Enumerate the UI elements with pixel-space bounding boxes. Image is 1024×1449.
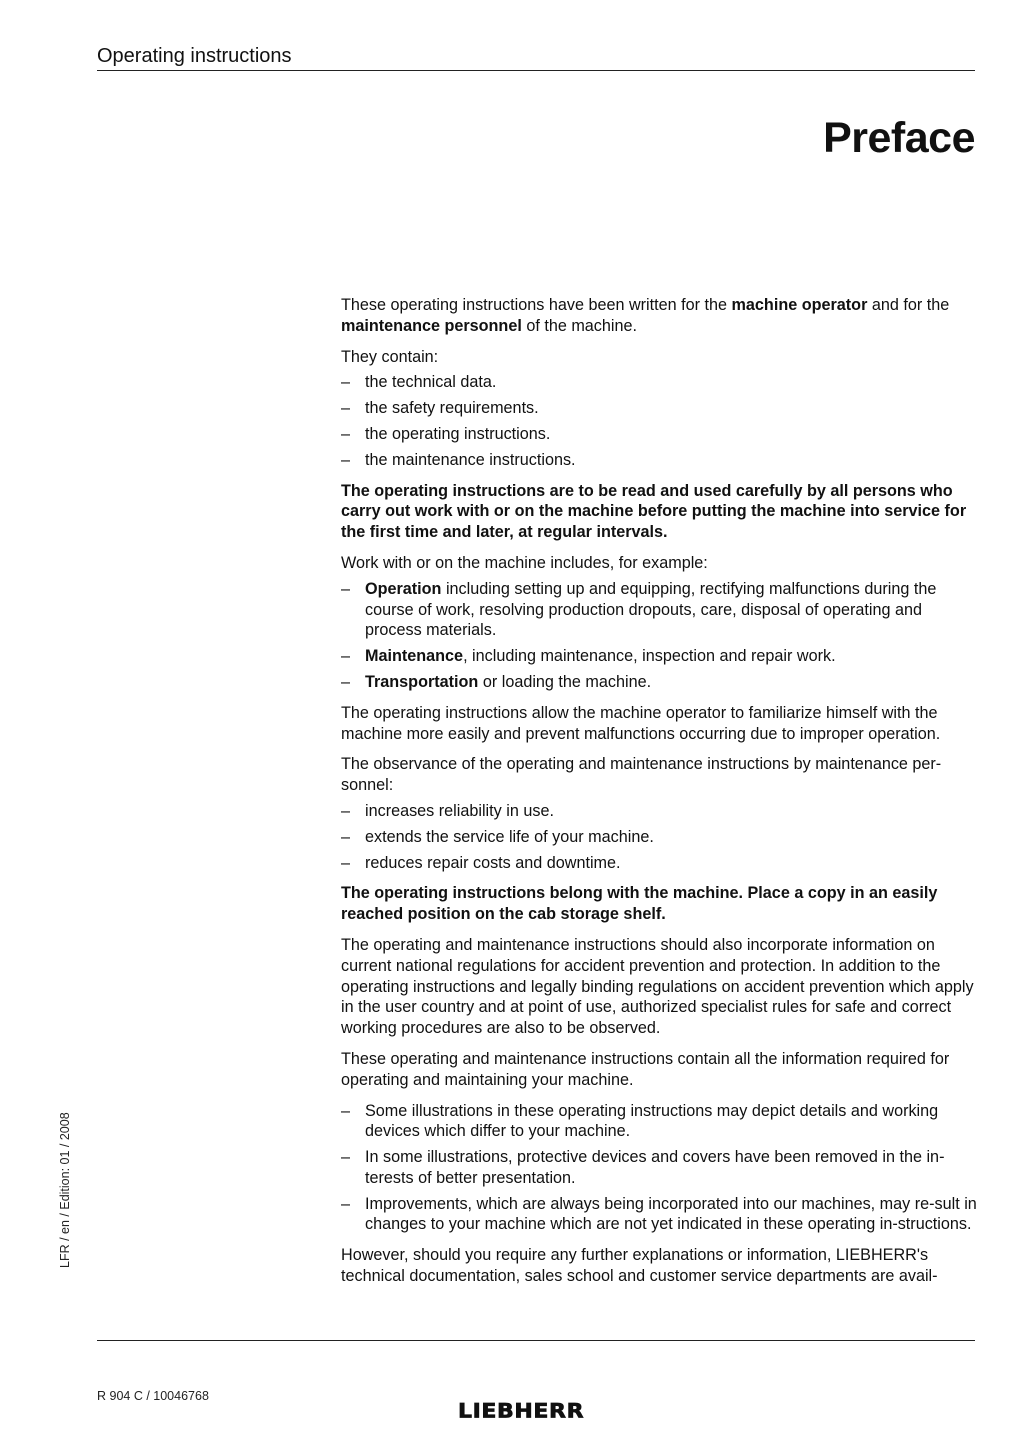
bold-notice-belong: The operating instructions belong with the machine. Place a copy in an easily reached position on the cab storage shelf. xyxy=(341,884,938,924)
page-title: Preface xyxy=(823,114,975,162)
header-rule xyxy=(97,70,975,71)
observance-intro: The observance of the operating and maintenance instructions by maintenance per-sonnel: xyxy=(341,755,942,795)
contain-all-paragraph: These operating and maintenance instructions contain all the information required for operating and maintaining your machine. xyxy=(341,1049,950,1089)
contain-intro: They contain: xyxy=(341,347,439,366)
contain-list xyxy=(341,372,977,470)
regulations-paragraph: The operating and maintenance instructions should also incorporate information on current national regulations for accident prevention and protection. In addition to the operating instructions and legally binding regulations on accident prevention which apply in the user country and at point of use, authorized specialist rules for safe and correct working procedures are also to be observed. xyxy=(341,935,974,1038)
list-item: – Improvements, which are always being incorporated into our machines, may re-sult in changes to your machine which are not yet indicated in these operating in-structions. xyxy=(341,1194,977,1234)
observance-list xyxy=(341,801,977,873)
list-item: – the technical data. xyxy=(341,373,497,392)
logo-wordmark: LIEBHERR xyxy=(458,1400,585,1423)
intro-text-1: These operating instructions have been written for the xyxy=(341,296,732,314)
intro-bold-operator: machine operator xyxy=(731,296,868,314)
document-reference: R 904 C / 10046768 xyxy=(97,1389,209,1403)
list-item: – the safety requirements. xyxy=(341,399,539,418)
list-item: – Transportation or loading the machine. xyxy=(341,672,652,691)
list-item: – Operation including setting up and equipping, rectifying malfunctions during the course of work, resolving production dropouts, care, disposal of operating and process materials. xyxy=(341,579,937,640)
running-header: Operating instructions xyxy=(97,45,292,67)
list-item: – increases reliability in use. xyxy=(341,801,554,820)
however-paragraph: However, should you require any further explanations or information, LIEBHERR's technical documentation, sales school and customer service departments are avail- xyxy=(341,1246,938,1286)
intro-paragraph xyxy=(341,295,977,337)
work-list xyxy=(341,579,977,693)
work-intro: Work with or on the machine includes, for example: xyxy=(341,553,708,572)
list-item: – Maintenance, including maintenance, inspection and repair work. xyxy=(341,647,836,666)
list-item: – reduces repair costs and downtime. xyxy=(341,853,621,872)
edition-note: LFR / en / Edition: 01 / 2008 xyxy=(58,1112,72,1268)
footer-rule xyxy=(97,1340,975,1341)
intro-text-2: and for the xyxy=(867,296,950,314)
body-text xyxy=(341,295,977,1297)
intro-text-3: of the machine. xyxy=(521,316,638,335)
list-item: – Some illustrations in these operating instructions may depict details and working devices which differ to your machine. xyxy=(341,1101,939,1141)
intro-bold-personnel: maintenance personnel xyxy=(341,316,522,335)
notes-list xyxy=(341,1101,977,1236)
list-item: – In some illustrations, protective devices and covers have been removed in the in-terests of better presentation. xyxy=(341,1148,945,1187)
list-item: – the operating instructions. xyxy=(341,424,551,443)
bold-notice-read: The operating instructions are to be read and used carefully by all persons who carry out work with or on the machine before putting the machine into service for the first time and later, at regular intervals. xyxy=(341,481,967,542)
liebherr-logo xyxy=(458,1399,584,1424)
allow-paragraph: The operating instructions allow the machine operator to familiarize himself with the machine more easily and prevent malfunctions occurring due to improper operation. xyxy=(341,703,941,743)
list-item: – extends the service life of your machine. xyxy=(341,827,654,846)
list-item: – the maintenance instructions. xyxy=(341,450,576,469)
